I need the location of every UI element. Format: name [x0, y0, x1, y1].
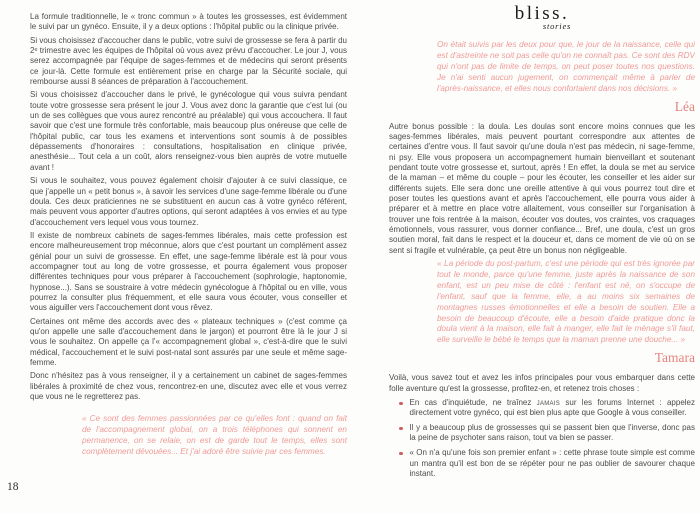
bullet-dot-icon — [399, 452, 403, 456]
paragraph-outro: Voilà, vous savez tout et avez les infos principales pour vous embarquer dans cette folle aventure qu'est la grossesse, profitez-en, et retenez trois choses : — [389, 373, 695, 393]
list-item-text-pre: En cas d'inquiétude, ne traînez — [409, 397, 537, 407]
paragraph-doula: Autre bonus possible : la doula. Les doulas sont encore moins connues que les sages-femmes libérales, mais peuvent pourtant correspondre aux attentes de certaines d'entre vous. Il faut savoir qu'une doula n'est pas médecin, ni sage-femme, ni psy. Elle vous proposera un accompagnement humain bienveillant et soutenant pendant toute votre grossesse et, surtout, après ! En effet, la doula se met au service de la maman – et même du couple – pour les écouter, les conseiller et les aider sur différents sujets. Elle sera donc une oreille attentive à qui vous pourrez tout dire et poser toutes les questions avant et après l'accouchement, elle pourra vous aider à préparer et à mettre en place votre allaitement, vous conseiller sur l'organisation à trouver une fois rentrée à la maison, écouter vos doutes, vos craintes, vos craquages émotionnels, vous rassurer, vous donner confiance... Bref, une doula, c'est un gros soutien moral, fait dans le respect et la douceur et, dans ce moment de vie où on se sent si fragile et vulnérable, ça peut être un bonus non négligeable. — [389, 121, 695, 255]
list-item — [399, 448, 695, 479]
bullet-dot-icon — [399, 427, 403, 431]
quote-author-lea: Léa — [674, 98, 695, 114]
advice-list — [389, 398, 695, 479]
list-item-text: « On n'a qu'une fois son premier enfant » : cette phrase toute simple est comme un mantra qu'il est bon de se répéter pour ne pas oublier de savourer chaque instant. — [409, 448, 695, 478]
list-item-text — [410, 398, 696, 419]
paragraph-sage-femme-liberale: Il existe de nombreux cabinets de sages-femmes libérales, mais cette profession est encore malheureusement trop méconnue, alors que c'est pourtant un complément assez génial pour un suivi de grossesse. En effet, une sage-femme libérale est là pour vous accompagner tout au long de votre grossesse, et pourra également vous proposer différentes techniques pour vous préparer à l'accouchement (sophrologie, haptonomie, hypnose...). Sans se soustraire à votre médecin gynécologue à l'hôpital ou en ville, vous pourrez la consulter plus fréquemment, et elle saura vous écouter, vous conseiller et vous aiguiller vers l'accouchement dont vous rêvez. — [30, 230, 347, 313]
page-left — [30, 12, 347, 510]
paragraph-accoucher-prive: Si vous choisissez d'accoucher dans le privé, le gynécologue qui vous suivra pendant toute votre grossesse sera présent le jour J. Vous avez donc la garantie que c'est lui (ou un de ses collègues que vous aurez rencontré au préalable) qui vous accouchera. Il faut savoir que c'est une formule très confortable, mais beaucoup plus onéreuse que celle de l'hôpital public, car tous les examens et interventions sont soumis à de possibles dépassements d'honoraires : consultations, hospitalisation en clinique privée, anesthésie... Tout cela a un coût, alors renseignez-vous bien auprès de votre mutuelle avant ! — [30, 90, 347, 172]
list-item — [399, 423, 695, 444]
paragraph-petit-bonus: Si vous le souhaitez, vous pouvez également choisir d'ajouter à ce suivi classique, ce que j'appelle un « petit bonus », à savoir les services d'une sage-femme libérale ou d'une doula. Ces deux praticiennes ne se substituent en aucun cas à votre gynéco référent, mais peuvent vous apporter d'autres options, qui seront adaptées à vos envies et au type d'accouchement vers lequel vous vous tournez. — [30, 176, 347, 227]
paragraph-accoucher-public: Si vous choisissez d'accoucher dans le public, votre suivi de grossesse se fera à partir du 2ᵉ trimestre avec les équipes de l'hôpital où vous avez prévu d'accoucher. Le jour J, vous serez accompagnée par l'équipe de sages-femmes et de médecins qui seront présents ce jour-là. Cette formule est entièrement prise en charge par la Sécurité sociale, qui rembourse aussi 8 séances de préparation à l'accouchement. — [30, 35, 347, 87]
list-item — [399, 398, 695, 419]
bliss-stories-logo — [389, 4, 695, 31]
page-right — [389, 4, 695, 512]
list-item-text-smallcaps: jamais — [536, 397, 561, 407]
pull-quote-tamara: « La période du post-partum, c'est une période qui est très ignorée par tout le monde, parce qu'une femme, juste après la naissance de son enfant, est un peu mise de côté : l'enfant est né, on s'occupe de l'enfant, sauf que la femme, elle, a au moins six semaines de montagnes russes émotionnelles et elle a besoin de soutien. Elle a besoin de beaucoup d'écoute, elle a besoin d'aide pratique donc la doula vient à la maison, elle fait à manger, elle fait le ménage s'il faut, elle surveille le bébé le temps que la maman prenne une douche... » — [437, 259, 695, 345]
bullet-dot-icon — [399, 402, 403, 406]
page-number: 18 — [7, 481, 19, 493]
quote-author-tamara: Tamara — [654, 350, 695, 366]
logo-title: bliss. — [514, 4, 570, 24]
pull-quote-lea: On était suivis par les deux pour que, le jour de la naissance, celle qui est d'astreinte ne soit pas celle qu'on ne connaît pas. Ce sont des RDV qui n'ont pas de limite de temps, on peut poser toutes nos questions. Je n'ai senti aucun jugement, on commençait même à parler de l'après-naissance, et elles nous confortaient dans nos décisions. » — [437, 40, 695, 93]
paragraph-renseignez-vous: Donc n'hésitez pas à vous renseigner, il y a certainement un cabinet de sages-femmes libérales à proximité de chez vous, rencontrez-en une, discutez avec elle et vous verrez que vous ne le regretterez pas. — [30, 371, 347, 402]
paragraph-formule-traditionnelle: La formule traditionnelle, le « tronc commun » à toutes les grossesses, est évidemment le suivi par un gynéco. Ensuite, il y a deux options : l'hôpital public ou la clinique privée. — [30, 12, 347, 32]
list-item-text-post: sur les forums Internet : appelez directement votre gynéco, qui est bien plus apte que Google à vous conseiller. — [409, 397, 695, 418]
paragraph-plateaux-techniques: Certaines ont même des accords avec des « plateaux techniques » (c'est comme ça qu'on appelle une salle d'accouchement dans le jargon) et pourront être là le jour J si vous le souhaitez. On appelle ça l'« accompagnement global », c'est-à-dire que le suivi médical, l'accouchement et le suivi post-natal sont assurés par une seule et même sage-femme. — [30, 316, 347, 367]
pull-quote-left: « Ce sont des femmes passionnées par ce qu'elles font : quand on fait de l'accompagnement global, on a trois téléphones qui sonnent en permanence, on se relaie, on est de garde tout le temps, elles sont complètement dévouées... Et j'ai adoré être suivie par ces femmes. — [82, 414, 347, 457]
logo-subtitle: stories — [542, 21, 572, 31]
list-item-text: Il y a beaucoup plus de grossesses qui se passent bien que l'inverse, donc pas la peine de psychoter sans raison, tout va bien se passer. — [409, 423, 695, 443]
